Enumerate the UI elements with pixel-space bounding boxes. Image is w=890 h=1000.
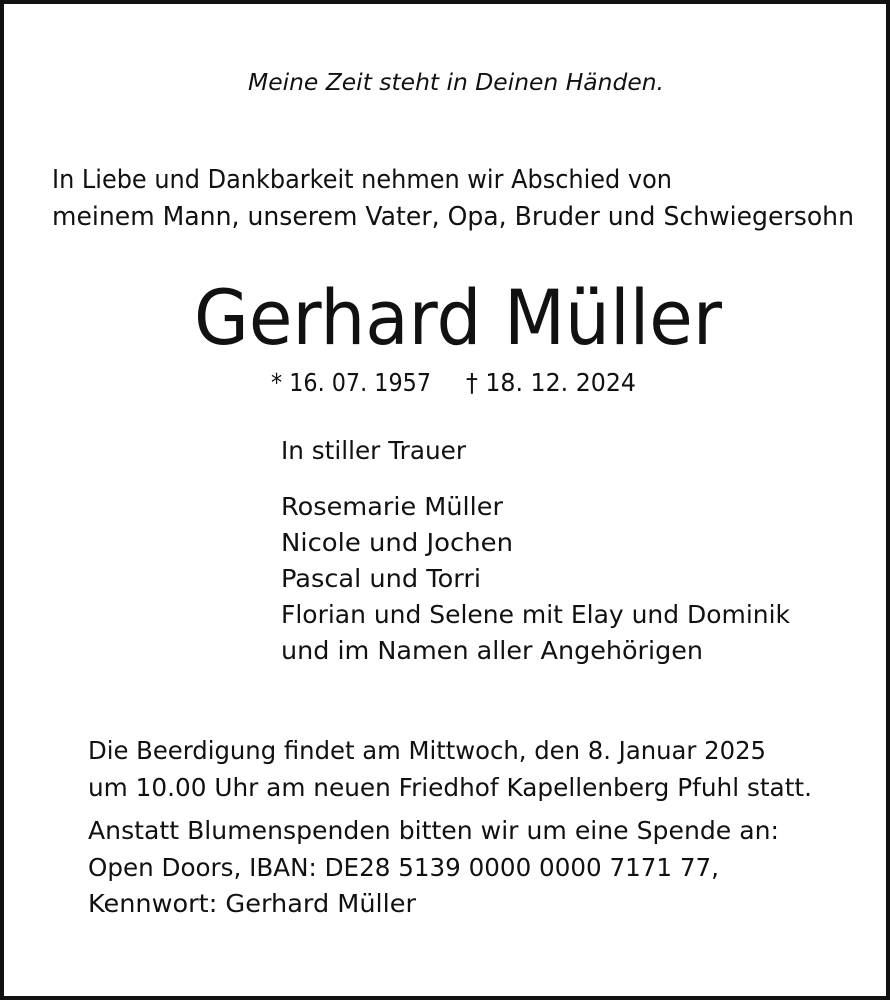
intro-line-2: meinem Mann, unserem Vater, Opa, Bruder und Schwiegersohn [52, 202, 854, 232]
funeral-line-1: Die Beerdigung findet am Mittwoch, den 8. Januar 2025 [88, 736, 766, 765]
birth-date: * 16. 07. 1957 [271, 368, 431, 397]
donation-line-3: Kennwort: Gerhard Müller [88, 889, 417, 918]
deceased-name: Gerhard Müller [194, 273, 722, 362]
mourning-heading: In stiller Trauer [281, 436, 466, 465]
mourner-line: Florian und Selene mit Elay und Dominik [281, 600, 790, 629]
mourner-line: Nicole und Jochen [281, 528, 513, 557]
mourner-line: Pascal und Torri [281, 564, 481, 593]
donation-line-1: Anstatt Blumenspenden bitten wir um eine Spende an: [88, 816, 779, 845]
death-date: † 18. 12. 2024 [466, 368, 636, 397]
mourner-line: Rosemarie Müller [281, 492, 503, 521]
funeral-line-2: um 10.00 Uhr am neuen Friedhof Kapellenberg Pfuhl statt. [88, 773, 812, 802]
mourner-line: und im Namen aller Angehörigen [281, 636, 703, 665]
motto-quote: Meine Zeit steht in Deinen Händen. [248, 70, 664, 96]
donation-line-2: Open Doors, IBAN: DE28 5139 0000 0000 7171 77, [88, 853, 719, 882]
intro-line-1: In Liebe und Dankbarkeit nehmen wir Abschied von [52, 165, 672, 195]
